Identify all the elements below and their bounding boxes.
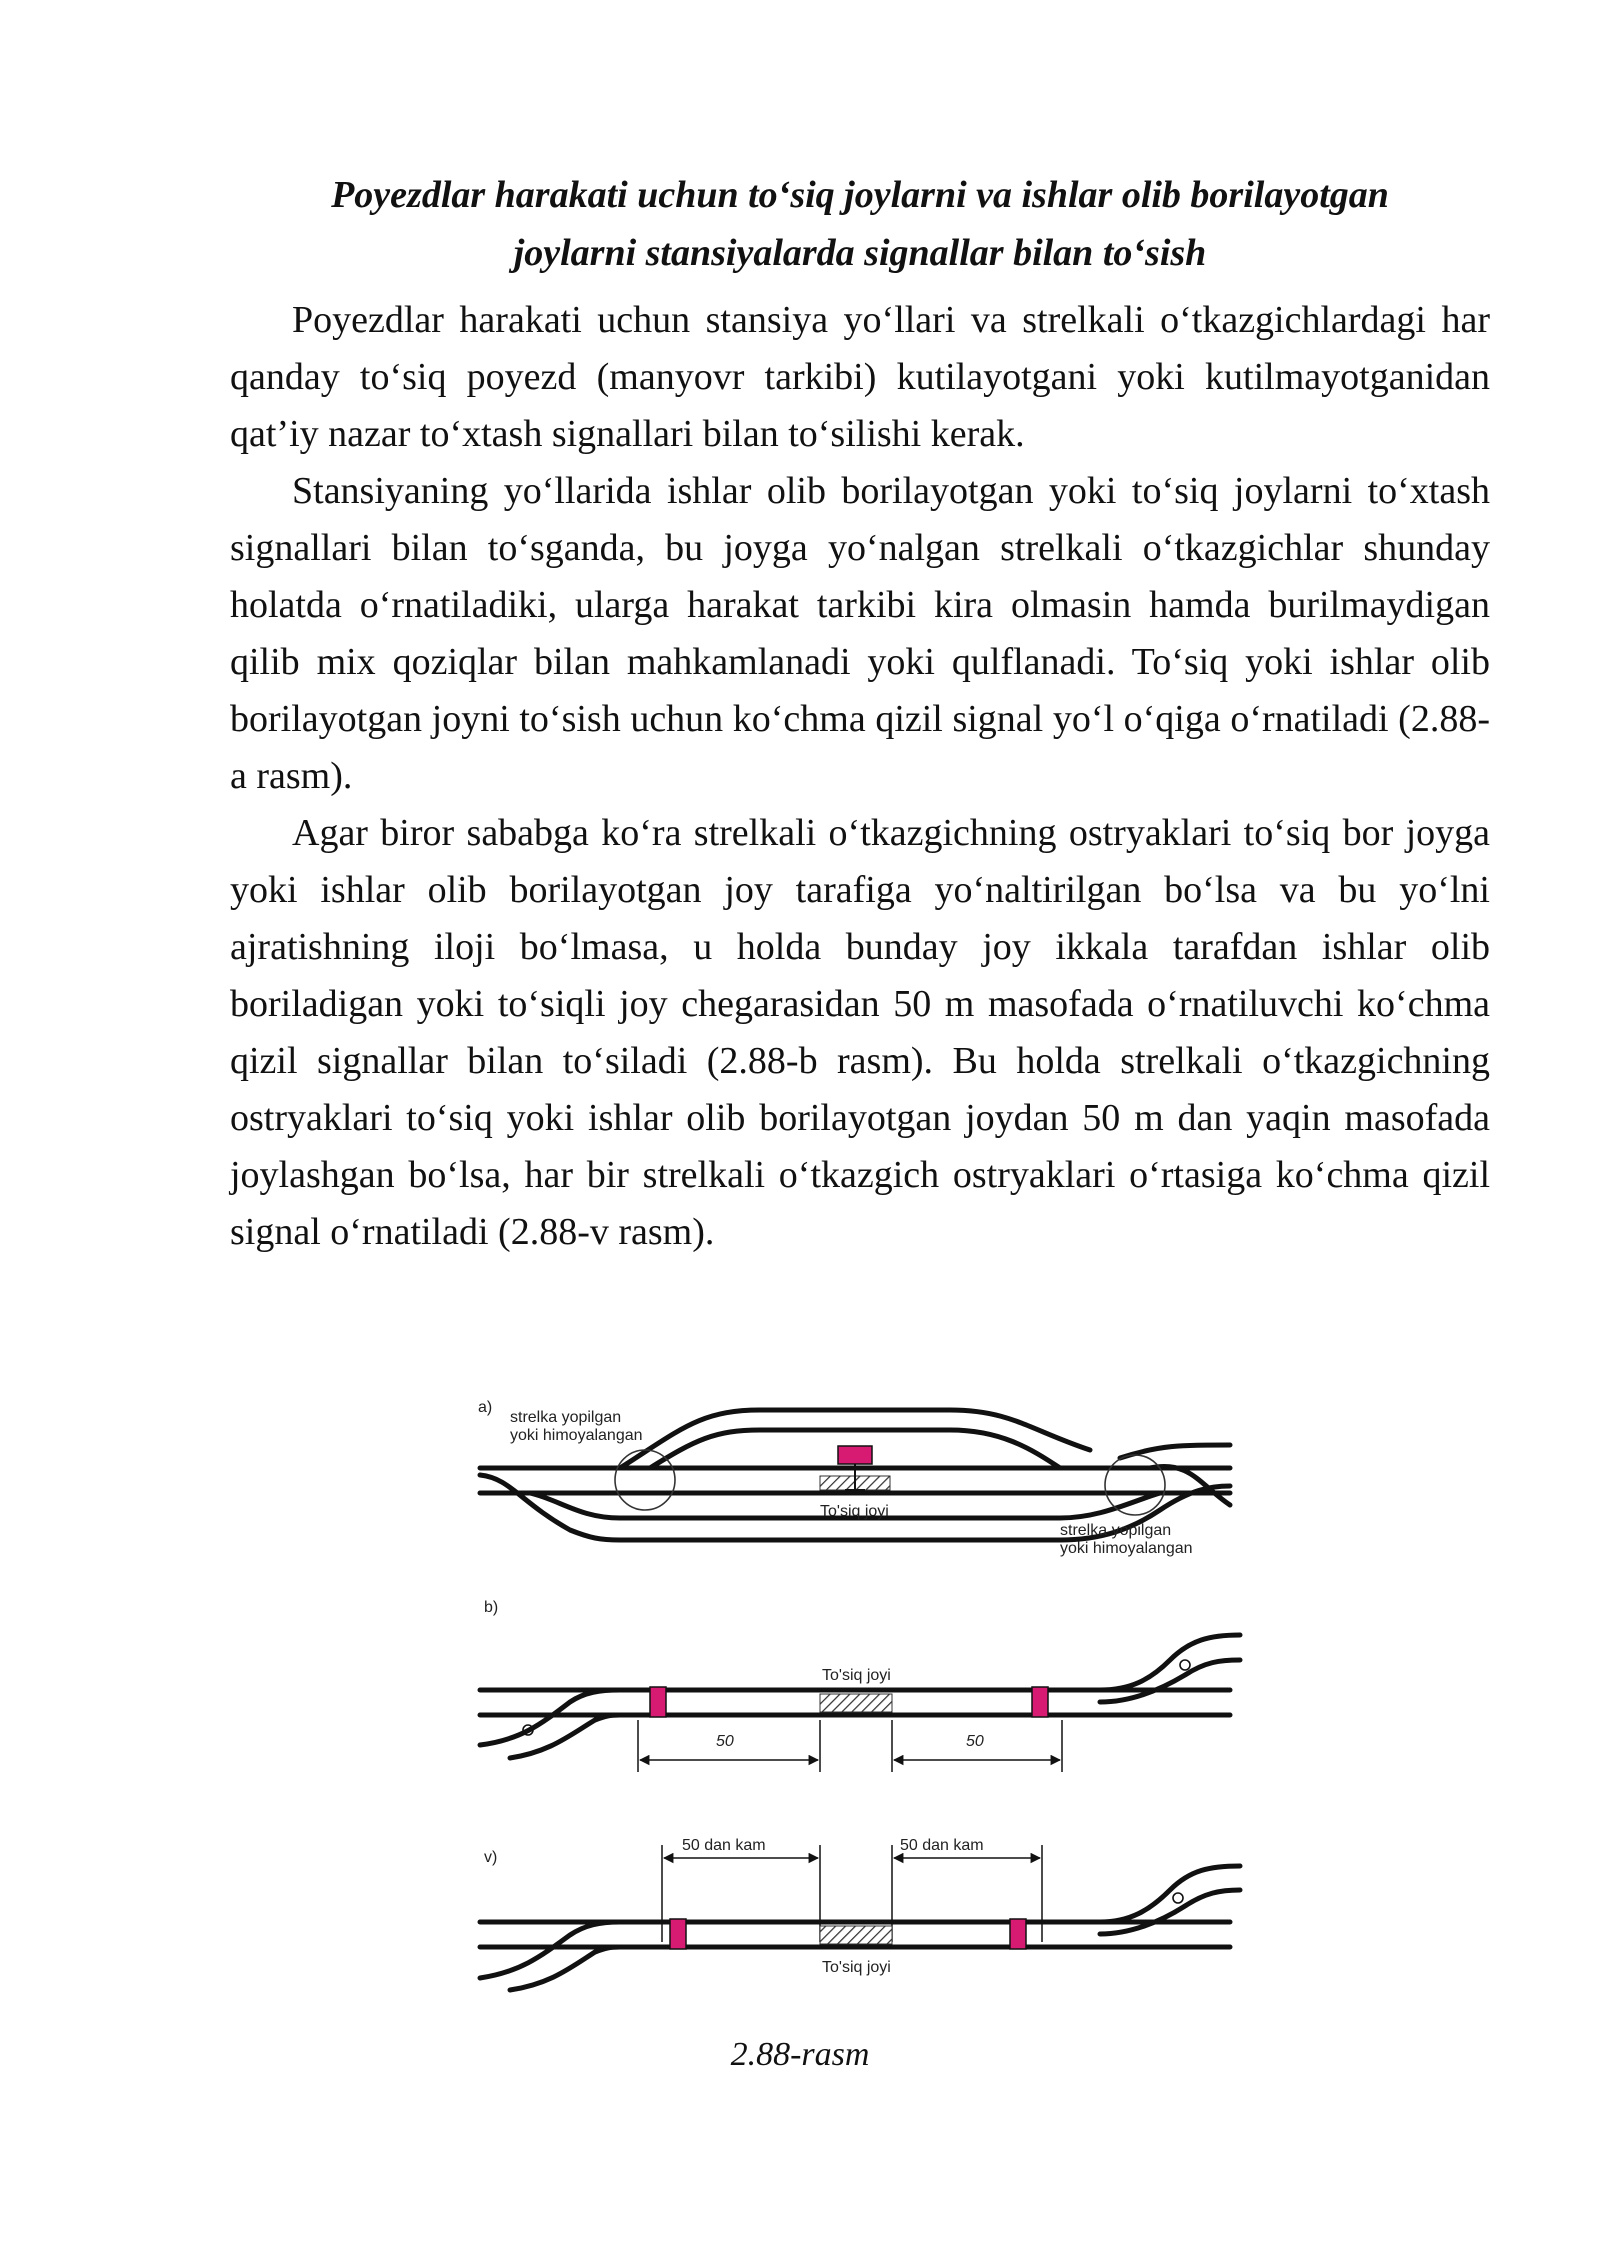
panel-a-switch-label-left-2: yoki himoyalangan [510,1427,643,1444]
track-diagram-figure [470,1390,1250,2030]
panel-v-distance-right: 50 dan kam [900,1837,984,1854]
panel-b-left-branch-inner [510,1715,620,1758]
panel-v-obstacle-label: To'siq joyi [822,1959,891,1976]
panel-v [480,1837,1240,1990]
panel-v-distance-left: 50 dan kam [682,1837,766,1854]
paragraph-2: Stansiyaning yo‘llarida ishlar olib borilayotgan yoki to‘siq joylarni to‘xtash signallari bilan to‘sganda, bu joyga yo‘nalgan strelkali o‘tkazgichlar shunday holatda o‘rnatiladiki, ularga harakat tarkibi kira olmasin hamda burilmaydigan qilib mix qoziqlar bilan mahkamlanadi yoki qulflanadi. To‘siq yoki ishlar olib borilayotgan joyni to‘sish uchun ko‘chma qizil signal yo‘l o‘qiga o‘rnatiladi (2.88-a rasm). [230,470,1490,797]
panel-b-label: b) [484,1599,499,1616]
page-title [230,166,1490,282]
track-diagram-svg [470,1390,1250,2030]
panel-b-obstacle-zone [820,1694,892,1712]
right-switch-circle [1105,1455,1165,1515]
panel-a-obstacle-label: To'siq joyi [820,1503,889,1520]
panel-v-right-branch-inner [1100,1890,1240,1934]
panel-v-label: v) [484,1849,498,1866]
paragraph-1: Poyezdlar harakati uchun stansiya yo‘llari va strelkali o‘tkazgichlardagi har qanday to‘siq poyezd (manyovr tarkibi) kutilayotgani yoki kutilmayotganidan qat’iy nazar to‘xtash signallari bilan to‘silishi kerak. [230,299,1490,455]
panel-b-left-red-signal [650,1687,666,1717]
panel-v-left-branch-inner [510,1947,620,1990]
panel-b-distance-left: 50 [716,1733,734,1750]
panel-v-left-red-signal [670,1919,686,1949]
panel-v-right-red-signal [1010,1919,1026,1949]
panel-a-switch-label-right-1: strelka yopilgan [1060,1522,1172,1539]
body-text [230,292,1490,1261]
panel-a [478,1399,1230,1557]
panel-b-right-branch-inner [1100,1660,1240,1702]
panel-v-right-point-icon [1173,1893,1183,1903]
panel-b [480,1599,1240,1772]
panel-a-switch-label-right-2: yoki himoyalangan [1060,1540,1193,1557]
title-line-2: joylarni stansiyalarda signallar bilan to‘sish [513,232,1207,274]
title-line-1: Poyezdlar harakati uchun to‘siq joylarni va ishlar olib borilayotgan [331,174,1389,216]
left-switch-circle [615,1450,675,1510]
panel-b-right-point-icon [1180,1660,1190,1670]
figure-caption: 2.88-rasm [730,2036,870,2073]
panel-a-label: a) [478,1399,493,1416]
paragraph-3: Agar biror sababga ko‘ra strelkali o‘tkazgichning ostryaklari to‘siq bor joyga yoki ishlar olib borilayotgan joy tarafiga yo‘naltirilgan bo‘lsa va bu yo‘lni ajratishning iloji bo‘lmasa, u holda bunday joy ikkala tarafdan ishlar olib boriladigan yoki to‘siqli joy chegarasidan 50 m masofada o‘rnatiluvchi ko‘chma qizil signallar bilan to‘siladi (2.88-b rasm). Bu holda strelkali o‘tkazgichning ostryaklari to‘siq yoki ishlar olib borilayotgan joydan 50 m dan yaqin masofada joylashgan bo‘lsa, har bir strelkali o‘tkazgich ostryaklari o‘rtasiga ko‘chma qizil signal o‘rnatiladi (2.88-v rasm). [230,812,1490,1253]
panel-a-switch-label-left-1: strelka yopilgan [510,1409,622,1426]
panel-b-obstacle-label: To'siq joyi [822,1667,891,1684]
panel-b-right-red-signal [1032,1687,1048,1717]
right-branch-up [1120,1445,1230,1458]
panel-v-obstacle-zone [820,1926,892,1944]
panel-a-red-signal [838,1446,872,1464]
panel-b-distance-right: 50 [966,1733,984,1750]
